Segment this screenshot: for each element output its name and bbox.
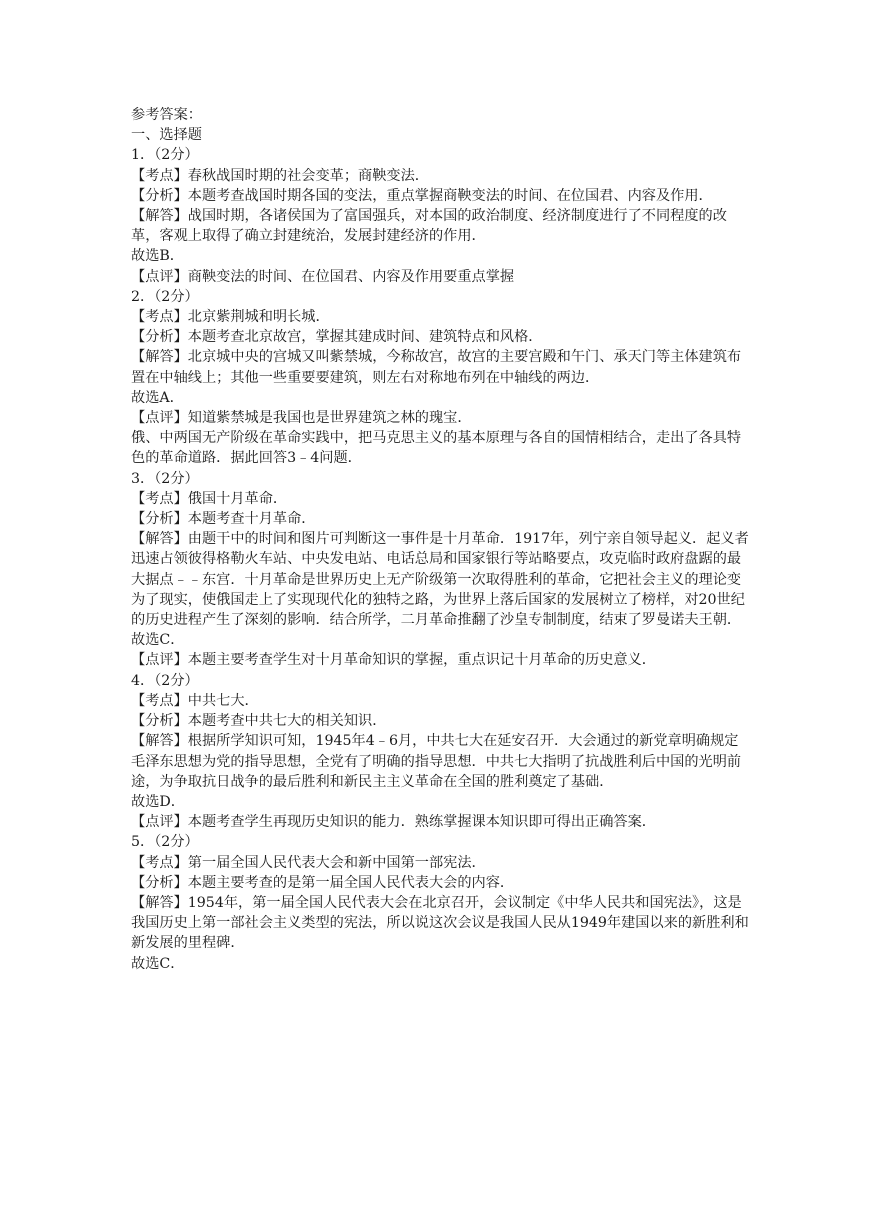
comment: 【点评】本题考查学生再现历史知识的能力．熟练掌握课本知识即可得出正确答案． xyxy=(131,814,656,831)
analysis: 【分析】本题主要考查的是第一届全国人民代表大会的内容． xyxy=(131,874,515,891)
test-point: 【考点】春秋战国时期的社会变革；商鞅变法． xyxy=(131,167,429,184)
test-point: 【考点】第一届全国人民代表大会和新中国第一部宪法． xyxy=(131,854,486,871)
solution: 【解答】1954年，第一届全国人民代表大会在北京召开，会议制定《中华人民共和国宪法》，这是我国历史上第一部社会主义类型的宪法，所以说这次会议是我国人民从1949年建国以来的新胜利和新发展的里程碑． xyxy=(131,894,749,952)
question-number: 2．（2分） xyxy=(131,288,199,305)
solution: 【解答】由题干中的时间和图片可判断这一事件是十月革命．1917年，列宁亲自领导起义．起义者迅速占领彼得格勒火车站、中央发电站、电话总局和国家银行等站略要点，攻克临时政府盘踞的最大据点﹣﹣东宫．十月革命是世界历史上无产阶级第一次取得胜利的革命，它把社会主义的理论变为了现实，使俄国走上了实现现代化的独特之路，为世界上落后国家的发展树立了榜样，对20世纪的历史进程产生了深刻的影响．结合所学，二月革命推翻了沙皇专制制度，结束了罗曼诺夫王朝． xyxy=(131,531,749,629)
question-number: 5．（2分） xyxy=(131,834,199,851)
answer-choice: 故选C． xyxy=(131,632,185,649)
answer-choice: 故选D． xyxy=(131,793,185,810)
section-heading: 一、选择题 xyxy=(131,127,202,144)
analysis: 【分析】本题考查中共七大的相关知识． xyxy=(131,713,387,730)
analysis: 【分析】本题考查北京故宫，掌握其建成时间、建筑特点和风格． xyxy=(131,329,543,346)
comment: 【点评】知道紫禁城是我国也是世界建筑之林的瑰宝． xyxy=(131,410,472,427)
answer-choice: 故选A． xyxy=(131,389,184,406)
answer-choice: 故选C． xyxy=(131,955,185,972)
comment: 【点评】商鞅变法的时间、在位国君、内容及作用要重点掌握 xyxy=(131,268,515,285)
solution: 【解答】根据所学知识可知，1945年4﹣6月，中共七大在延安召开．大会通过的新党章明确规定毛泽东思想为党的指导思想，全党有了明确的指导思想．中共七大指明了抗战胜利后中国的光明前途，为争取抗日战争的最后胜利和新民主主义革命在全国的胜利奠定了基础． xyxy=(131,733,742,790)
solution: 【解答】北京城中央的宫城又叫紫禁城，今称故宫，故宫的主要宫殿和午门、承天门等主体建筑布置在中轴线上；其他一些重要要建筑，则左右对称地布列在中轴线的两边． xyxy=(131,349,742,386)
test-point: 【考点】北京紫荆城和明长城． xyxy=(131,309,330,326)
answer-document xyxy=(131,105,749,974)
analysis: 【分析】本题考查战国时期各国的变法，重点掌握商鞅变法的时间、在位国君、内容及作用． xyxy=(131,187,713,204)
question-number: 1．（2分） xyxy=(131,147,199,164)
test-point: 【考点】中共七大． xyxy=(131,692,259,709)
analysis: 【分析】本题考查十月革命． xyxy=(131,511,316,528)
question-number: 4．（2分） xyxy=(131,672,199,689)
question-group-intro: 俄、中两国无产阶级在革命实践中，把马克思主义的基本原理与各自的国情相结合，走出了各具特色的革命道路．据此回答3﹣4问题． xyxy=(131,430,742,467)
answer-key-title: 参考答案： xyxy=(131,107,202,123)
answer-choice: 故选B． xyxy=(131,248,184,265)
question-number: 3．（2分） xyxy=(131,470,199,487)
comment: 【点评】本题主要考查学生对十月革命知识的掌握，重点识记十月革命的历史意义． xyxy=(131,652,656,669)
test-point: 【考点】俄国十月革命． xyxy=(131,490,288,507)
solution: 【解答】战国时期，各诸侯国为了富国强兵，对本国的政治制度、经济制度进行了不同程度的改革，客观上取得了确立封建统治，发展封建经济的作用． xyxy=(131,208,727,245)
